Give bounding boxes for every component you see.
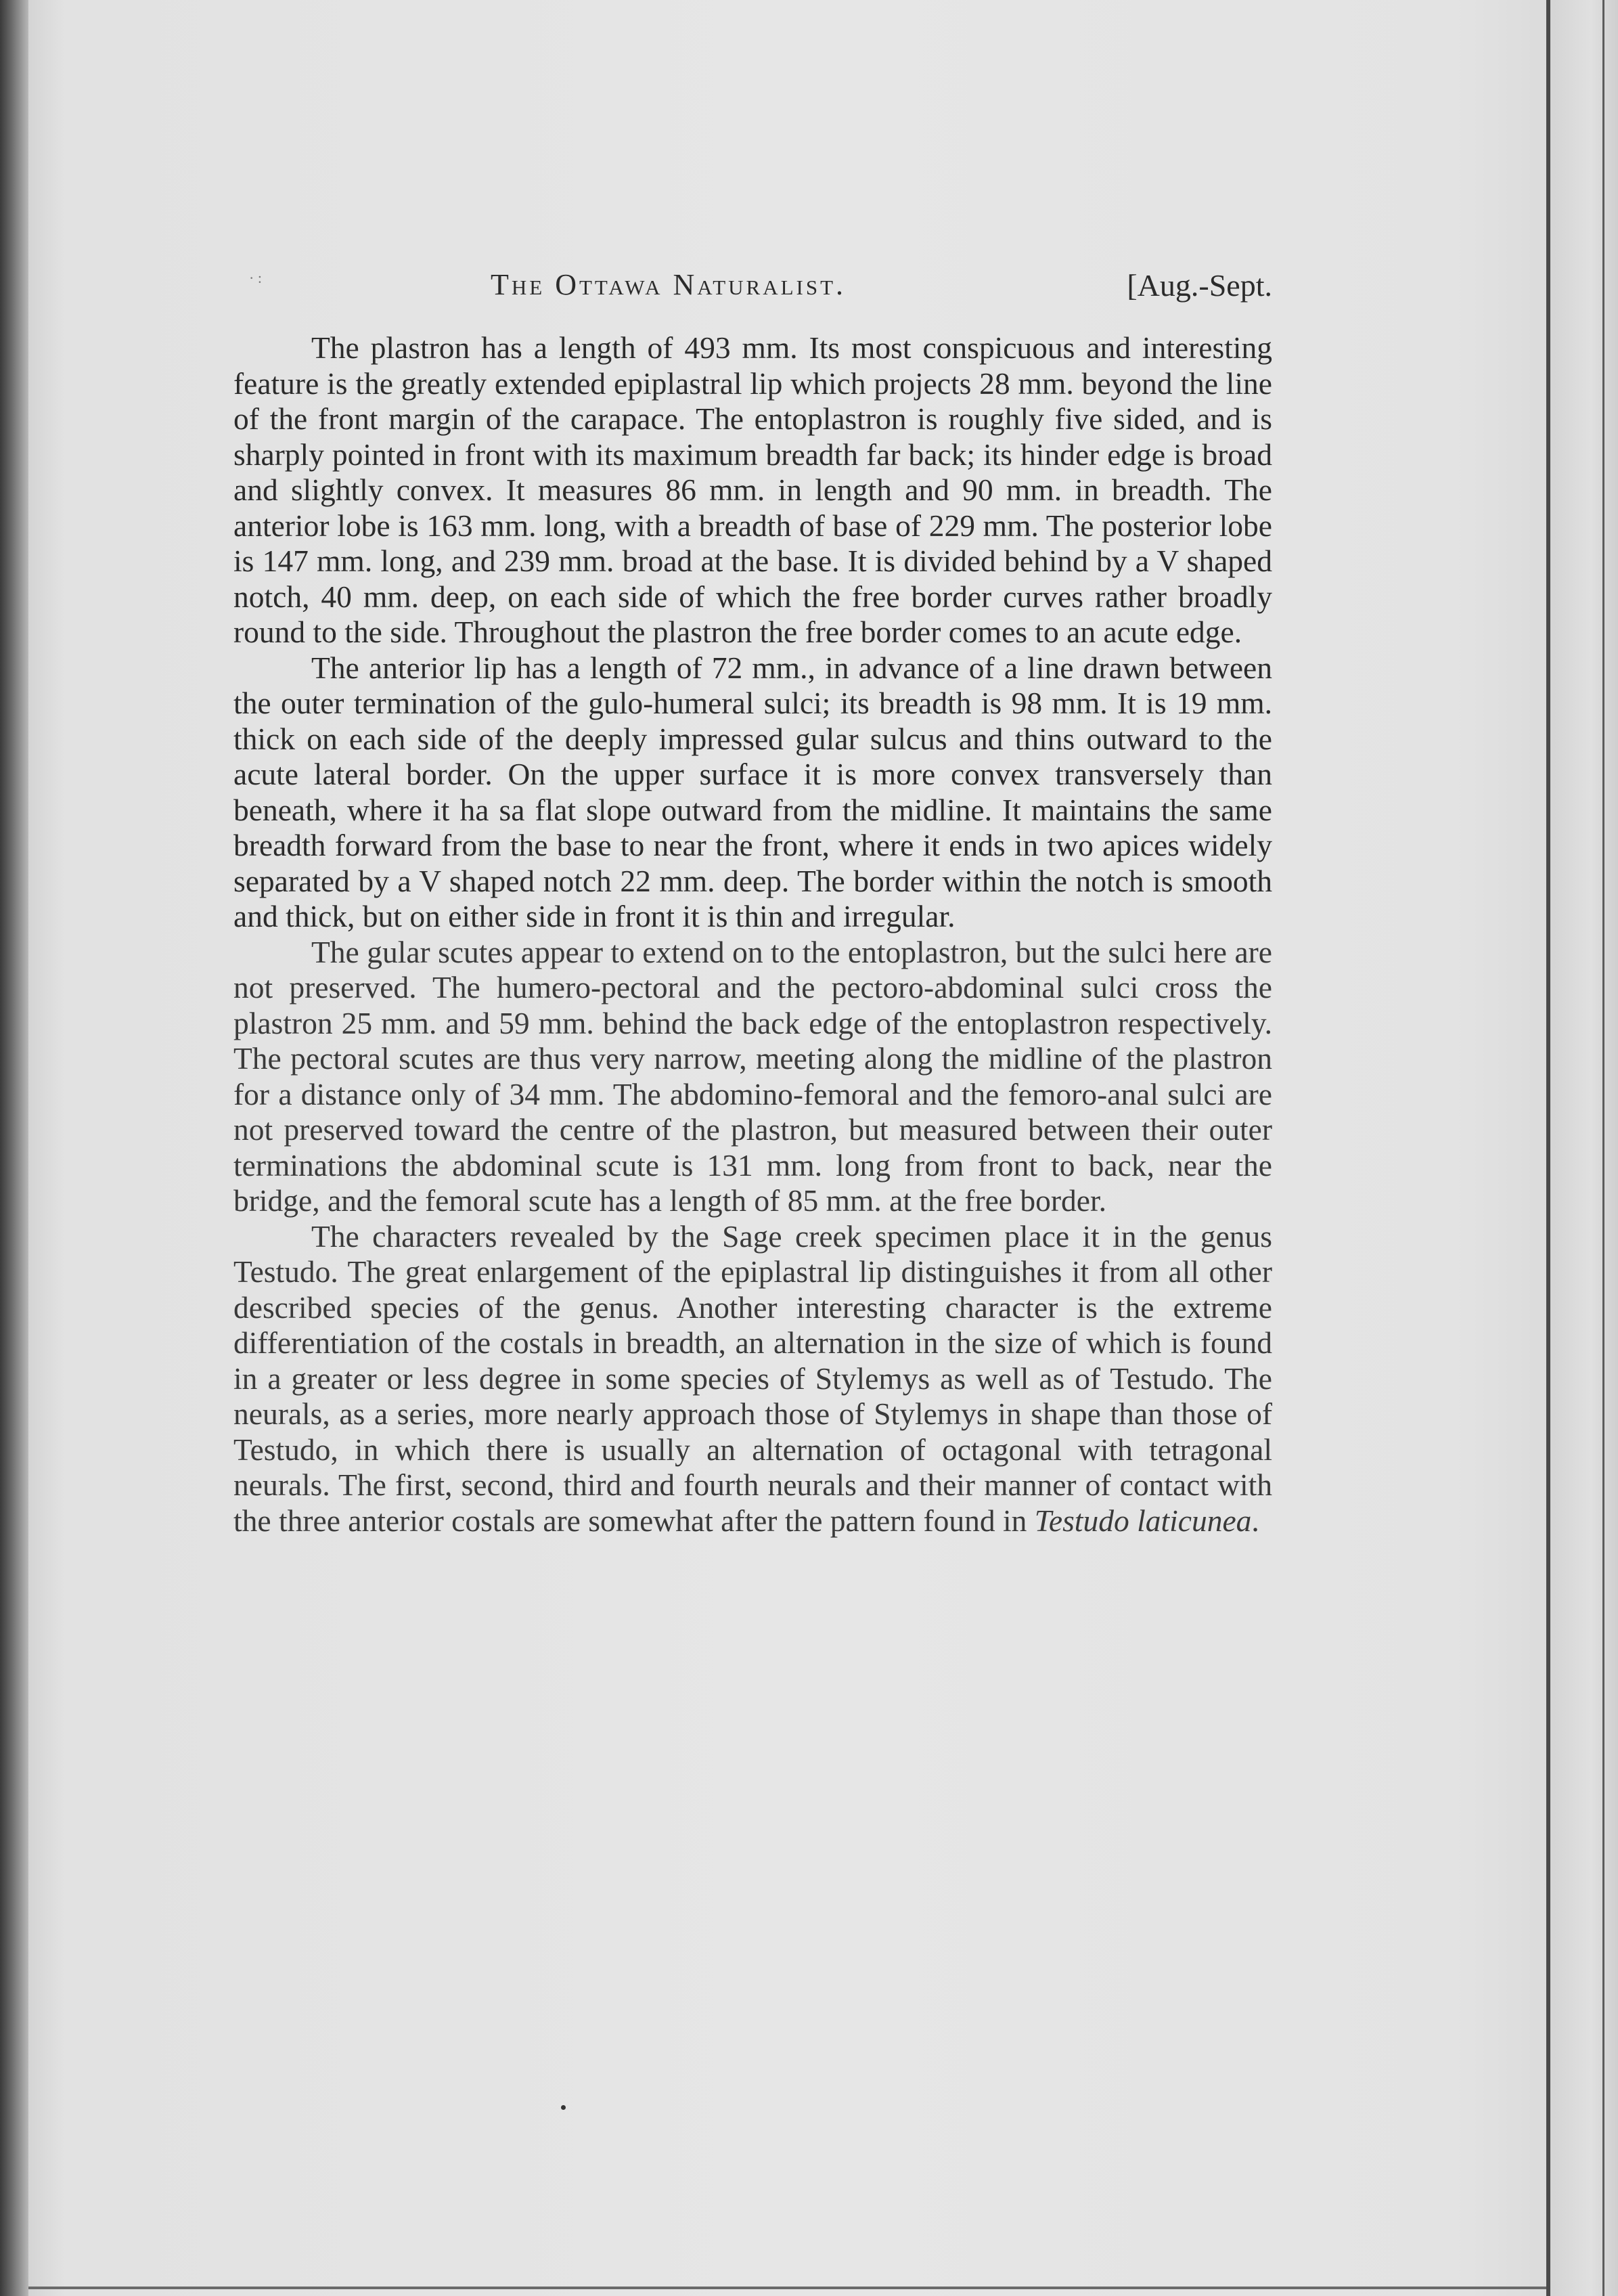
scan-dot [561, 2105, 566, 2110]
journal-title: The Ottawa Naturalist. [491, 268, 847, 301]
issue-date: [Aug.-Sept. [1127, 268, 1272, 303]
scan-specks: · : [249, 269, 262, 286]
paragraph-anterior-lip: The anterior lip has a length of 72 mm., in advance of a line drawn between the outer termination of the gulo-humeral sulci; its breadth is 98 mm. It is 19 mm. thick on each side of the deeply impressed gular sulcus and thins outward to the acute lateral border. On the upper surface it is more convex transversely than beneath, where it ha sa flat slope outward from the midline. It maintains the same breadth forward from the base to near the front, where it ends in two apices widely separated by a V shaped notch 22 mm. deep. The border within the notch is smooth and thick, but on either side in front it is thin and irregular. [233, 650, 1272, 933]
page-bottom-edge [28, 2287, 1546, 2289]
species-name: Testudo laticunea [1034, 1503, 1252, 1538]
adjacent-page-edge [1602, 0, 1604, 2296]
paragraph-plastron: The plastron has a length of 493 mm. Its most conspicuous and interesting feature is the greatly extended epiplastral lip which projects 28 mm. beyond the line of the front margin of the carapace. The entoplastron is roughly five sided, and is sharply pointed in front with its maximum breadth far back; its hinder edge is broad and slightly convex. It measures 86 mm. in length and 90 mm. in breadth. The anterior lobe is 163 mm. long, with a breadth of base of 229 mm. The posterior lobe is 147 mm. long, and 239 mm. broad at the base. It is divided behind by a V shaped notch, 40 mm. deep, on each side of which the free border curves rather broadly round to the side. Throughout the plastron the free border comes to an acute edge. [233, 330, 1272, 649]
adjacent-page-margin [1550, 0, 1618, 2296]
paragraph-characters [233, 1219, 1272, 1539]
paragraph-characters-end: . [1251, 1503, 1259, 1538]
article-body [233, 330, 1272, 1539]
binding-shadow [0, 0, 28, 2296]
running-header [244, 267, 1272, 308]
paragraph-scutes: The gular scutes appear to extend on to the entoplastron, but the sulci here are not preserved. The humero-pectoral and the pectoro-abdominal sulci cross the plastron 25 mm. and 59 mm. behind the back edge of the entoplastron respectively. The pectoral scutes are thus very narrow, meeting along the midline of the plastron for a distance only of 34 mm. The abdomino-femoral and the femoro-anal sulci are not preserved toward the centre of the plastron, but measured between their outer terminations the abdominal scute is 131 mm. long from front to back, near the bridge, and the femoral scute has a length of 85 mm. at the free border. [233, 934, 1272, 1218]
paragraph-characters-text: The characters revealed by the Sage creek specimen place it in the genus Testudo. The great enlargement of the epiplastral lip distinguishes it from all other described species of the genus. Another interesting character is the extreme differentiation of the costals in breadth, an alternation in the size of which is found in a greater or less degree in some species of Stylemys as well as of Testudo. The neurals, as a series, more nearly approach those of Stylemys in shape than those of Testudo, in which there is usually an alternation of octagonal with tetragonal neurals. The first, second, third and fourth neurals and their manner of contact with the three anterior costals are somewhat after the pattern found in [233, 1218, 1272, 1538]
